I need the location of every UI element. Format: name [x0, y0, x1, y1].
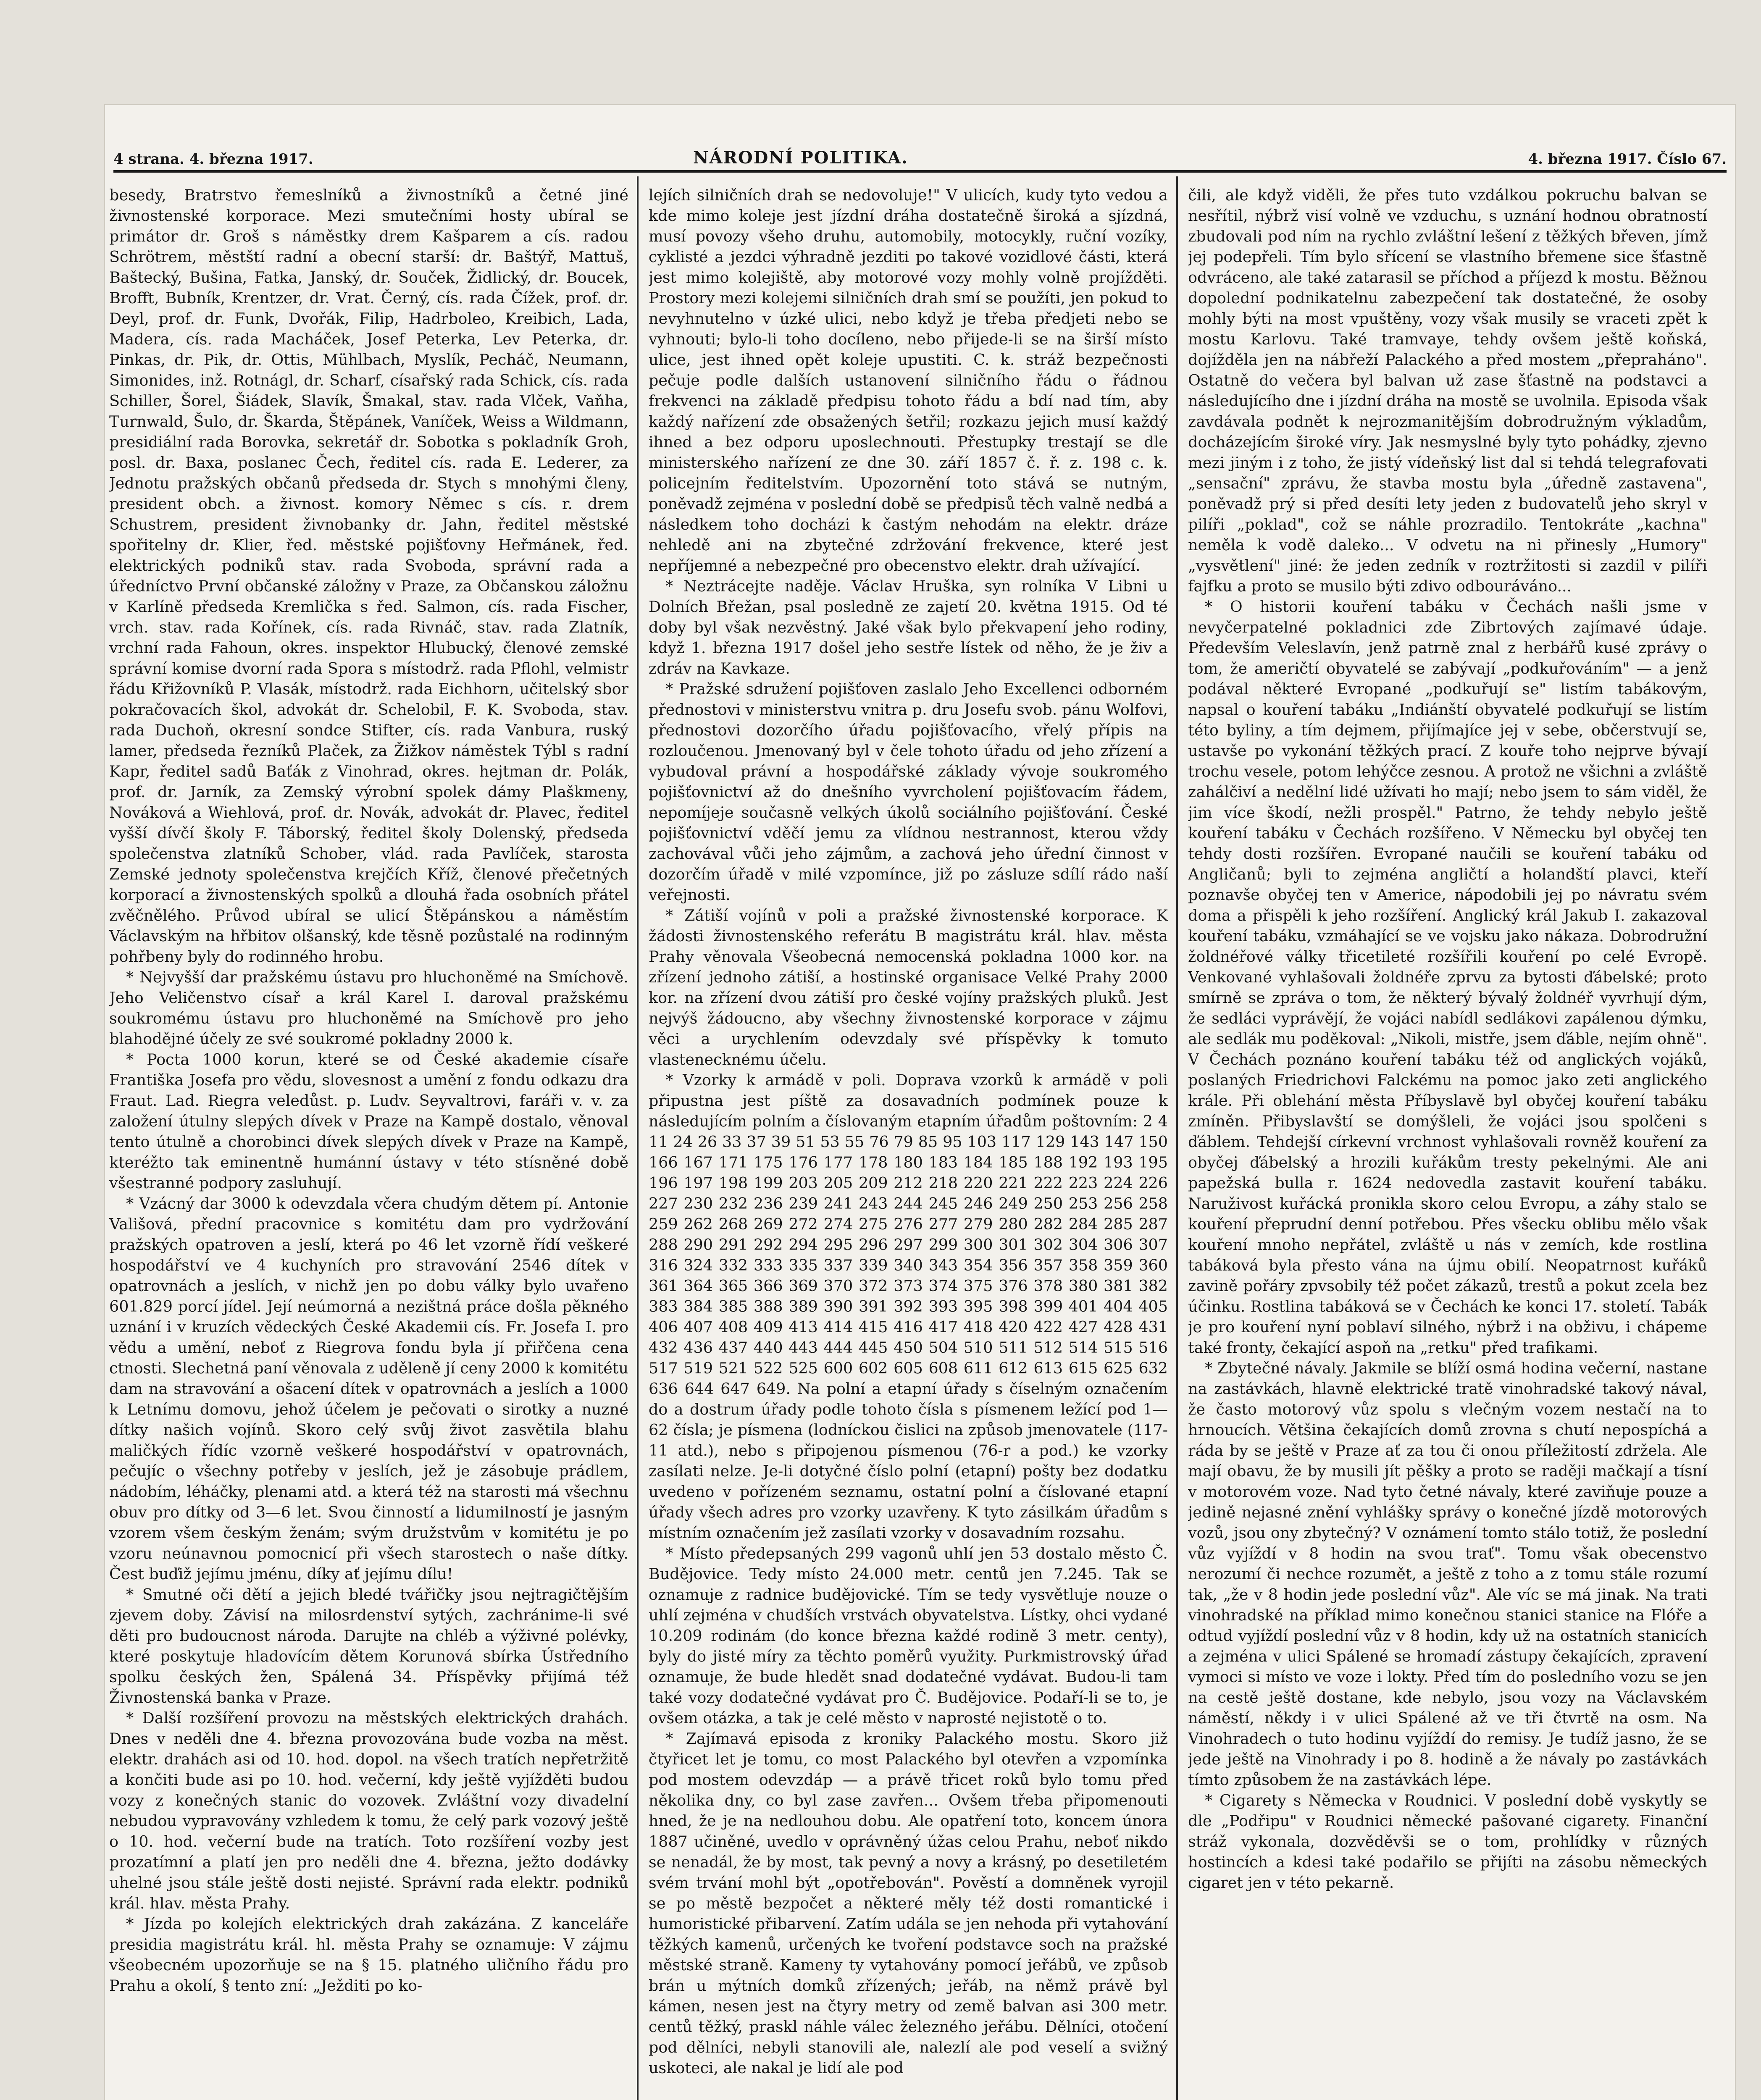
article-text: * Místo předepsaných 299 vagonů uhlí jen 53 dostalo město Č. Budějovice. Tedy místo 24.000 metr. centů jen 7.245. Tak se oznamuje z radnice budějovické. Tím se tedy vysvětluje nouze o uhlí zejména v chudších vrstvách obyvatelstva. Lístky, ohci vydané 10.209 rodinám (do konce března každé rodině 3 metr. centy), byly do jisté míry za těchto poměrů využity. Purkmistrovský úřad oznamuje, že bude hledět snad dodatečné vydávat. Budou-li tam také vozy dodatečné vydávat pro Č. Budějovice. Podaří-li se to, je ovšem otázka, a tak je celé město v naprosté nejistotě o to.	[649, 1544, 1168, 1727]
article-text: * Smutné oči dětí a jejich bledé tvářičky jsou nejtragičtějším zjevem doby. Závisí na milosrdenství sytých, zachránime-li své děti pro budoucnost národa. Darujte na chléb a výživné polévky, které poskytuje hladovícím dětem Korunová sbírka Ústředního spolku českých žen, Spálená 34. Příspěvky přijímá též Živnostenská banka v Praze.	[109, 1586, 628, 1706]
header-masthead: NÁRODNÍ POLITIKA.	[693, 148, 908, 168]
article-text: * Nejvyšší dar pražskému ústavu pro hluchoněmé na Smíchově. Jeho Veličenstvo císař a král Karel I. daroval pražskému soukromému ústavu pro hluchoněmé na Smíchově pro jeho blahodějné účely ze své soukromé pokladny 2000 k.	[109, 968, 628, 1048]
article-text: * Zbytečné návaly. Jakmile se blíží osmá hodina večerní, nastane na zastávkách, hlavně elektrické tratě vinohradské takový nával, že často motorový vůz spolu s vlečným vozem nestačí na to hrnoucích. Většina čekajících domů zrovna s chutí nepospíchá a ráda by se ještě v Praze ať za tou či onou příležitostí zdržela. Ale mají obavu, že by musili jít pěšky a proto se raději mačkají a tísní v motorovém voze. Nad tyto četné návaly, které zaviňuje pouze a jedině nejasné znění vyhlášky správy o konečné jízdě motorových vozů, jsou ony zbytečný? V oznámení tomto stálo totiž, že poslední vůz vyjíždí v 8 hodin na svou trať". Tomu však obecenstvo nerozumí či nechce rozumět, a ještě z toho a z tomu stále rozumí tak, „že v 8 hodin jede poslední vůz". Ale víc se má jinak. Na trati vinohradské na příklad mimo konečnou stanici stanice na Flóře a odtud vyjíždí poslední vůz v 8 hodin, kdy už na ostatních stanicích a zejména v ulici Spálené se hromadí zástupy čekajících, zpravení vymoci si místo ve voze i lokty. Před tím do posledního vozu se jen na cestě ještě dostane, kde nebylo, jsou vozy na Václavském náměstí, někdy i v ulici Spálené až ve tři čtvrtě na osm. Na Vinohradech o tuto hodinu vyjíždí do remisy. Je tudíž jasno, že se jede ještě na Vinohrady i po 8. hodině a že návaly po zastávkách tímto způsobem že na zastávkách lépe.	[1188, 1359, 1707, 1789]
article-text: * Cigarety s Německa v Roudnici. V poslední době vyskytly se dle „Podřipu" v Roudnici německé pašované cigarety. Finanční stráž vykonala, dozvěděvši se o tom, prohlídky v různých hostincích a kdesi také podařilo se přijíti na zásobu německých cigaret jen v této pekarně.	[1188, 1791, 1707, 1892]
article-text: besedy, Bratrstvo řemeslníků a živnostníků a četné jiné živnostenské korporace. Mezi smutečními hosty ubíral se primátor dr. Groš s náměstky drem Kašparem a cís. radou Schrötrem, městští radní a obecní starší: dr. Baštýř, Mattuš, Baštecký, Bušina, Fatka, Janský, dr. Souček, Židlický, dr. Boucek, Brofft, Bubník, Krentzer, dr. Vrat. Černý, cís. rada Čížek, prof. dr. Deyl, prof. dr. Funk, Dvořák, Filip, Hadrboleo, Kreibich, Lada, Madera, cís. rada Macháček, Josef Peterka, Lev Peterka, dr. Pinkas, dr. Pik, dr. Ottis, Mühlbach, Myslík, Pecháč, Neumann, Simonides, inž. Rotnágl, dr. Scharf, císařský rada Schick, cís. rada Schiller, Šorel, Šiádek, Slavík, Šmakal, stav. rada Vlček, Vaňha, Turnwald, Šulo, dr. Škarda, Štěpánek, Vaníček, Weiss a Wildmann, presidiální rada Borovka, sekretář dr. Sobotka s pokladník Groh, posl. dr. Baxa, poslanec Čech, ředitel cís. rada E. Lederer, za Jednotu pražských občanů předseda dr. Stych s mnohými členy, president obch. a živnost. komory Němec s cís. r. drem Schustrem, president živnobanky dr. Jahn, ředitel městské spořitelny dr. Klier, řed. městské pojišťovny Heřmánek, řed. elektrických podniků stav. rada Svoboda, správní rada a úředníctvo První občanské záložny v Praze, za Občanskou záložnu v Karlíně předseda Kremlička s řed. Salmon, cís. rada Fischer, vrch. stav. rada Kořínek, cís. rada Rivnáč, stav. rada Zlatník, vrchní rada Fahoun, okres. inspektor Hlubucký, členové zemské správní komise dvorní rada Spora s místodrž. rada Pflohl, velmistr řádu Křižovníků P. Vlasák, místodrž. rada Eichhorn, učitelský sbor pokračovacích škol, advokát dr. Schelobil, F. K. Svoboda, stav. rada Duchoň, okresní sondce Stifter, cís. rada Vanbura, ruský lamer, předseda řezníků Plaček, za Žižkov náměstek Týbl s radní Kapr, ředitel sadů Baťák z Vinohrad, okres. hejtman dr. Polák, prof. dr. Jarník, za Zemský výrobní spolek dámy Plaškmeny, Nováková a Wiehlová, prof. dr. Novák, advokát dr. Plavec, ředitel vyšší dívčí školy F. Táborský, ředitel školy Dolenský, předseda společenstva zlatníků Schober, vlád. rada Pavlíček, starosta Zemské jednoty společenstva krejčích Kříž, členové přečetných korporací a živnostenských spolků a dlouhá řada osobních přátel zvěčnělého. Průvod ubíral se ulicí Štěpánskou a náměstím Václavským na hřbitov olšanský, kde těsně pozůstalé na rodinným pohřbeny byly do rodinného hrobu.	[109, 186, 628, 966]
column-right	[1188, 185, 1707, 2100]
article-text: * Pražské sdružení pojišťoven zaslalo Jeho Excellenci odborném přednostovi v ministerstvu vnitra p. dru Josefu svob. pánu Wolfovi, přednostovi dozorčího úřadu pojišťovacího, vřelý přípis na rozloučenou. Jmenovaný byl v čele tohoto úřadu od jeho zřízení a vybudoval právní a hospodářské základy vývoje soukromého pojišťovnictví až do dnešního vyvrcholení pojišťovacím řádem, nepomíjeje současně velkých úkolů sociálního pojišťování. České pojišťovnictví vděčí jemu za vlídnou nestrannost, kterou vždy zachovával vůči jeho zájmům, a zachová jeho úřední činnost v dozorčím úřadě v milé vzpomínce, již po zásluze sdílí rádo naší veřejnosti.	[649, 680, 1168, 904]
column-rule	[637, 176, 639, 2100]
article-text: * Neztrácejte naděje. Václav Hruška, syn rolníka V Libni u Dolních Břežan, psal posledně ze zajetí 20. května 1915. Od té doby byl však nezvěstný. Jaké však bylo překvapení jeho rodiny, když 1. března 1917 došel jeho sestře lístek od něho, že je živ a zdráv na Kavkaze.	[649, 577, 1168, 677]
page-header	[113, 145, 1727, 173]
article-text: čili, ale když viděli, že přes tuto vzdálkou pokruchu balvan se nesřítil, nýbrž visí volně ve vzduchu, s uznání hodnou obratností zbudovali pod ním na rychlo zvláštní lešení z těžkých břeven, jímž jej podepřeli. Tím bylo sřícení se vlastního břemene sice šťastně odvráceno, ale také zatarasil se příchod a příjezd k mostu. Běžnou dopolední podnikatelnu zabezpečení tak dostatečné, že osoby mohly býti na most vpuštěny, vozy však musily se vraceti zpět k mostu Karlovu. Také tramvaye, tehdy ovšem ještě koňská, dojížděla jen na nábřeží Palackého a před mostem „přepraháno". Ostatně do večera byl balvan už zase šťastně na podstavci a následujícího dne i jízdní dráha na mostě se uvolnila. Episoda však zavdávala podnět k nejrozmanitějším dobrodružným výkladům, docházejícím široké víry. Jak nesmyslné byly tyto pohádky, zjevno mezi jiným i z toho, že jistý vídeňský list dal si tehdá telegrafovati „sensační" zprávu, že stavba mostu byla „úředně zastavena", poněvadž prý si před desíti lety jeden z budovatelů jeho skryl v pilíři „poklad", což se náhle prozradilo. Tentokráte „kachna" neměla k vodě daleko... V odvetu na ni přinesly „Humory" „vysvětlení" jiné: že jeden zedník v roztržitosti si zazdil v pilíři fajfku a proto se musilo býti zdivo odbouráváno...	[1188, 186, 1707, 595]
newspaper-page	[105, 105, 1735, 2100]
article-text: * Vzácný dar 3000 k odevzdala včera chudým dětem pí. Antonie Vališová, přední pracovnice s komitétu dam pro vydržování pražských opatroven a jeslí, která po 46 let vzorně řídí veškeré hospodářství ve 4 kuchyních pro stravování 2546 dítek v opatrovnách a jeslích, v nichž jen po dobu války bylo uvařeno 601.829 porcí jídel. Její neúmorná a nezištná práce došla pěkného uznání i v kruzích vědeckých České Akademii cís. Fr. Josefa I. pro vědu a umění, neboť z Riegrova fondu byla jí přiřčena cena ctnosti. Slechetná paní věnovala z uděleně jí ceny 2000 k komitétu dam na stravování a ošacení dítek v opatrovnách a jeslích a 1000 k Letnímu domovu, jehož účelem je pečovati o sirotky a nuzné dítky našich vojínů. Skoro celý svůj život zasvětila blahu maličkých řídíc vzorně veškeré hospodářství v opatrovnách, pečujíc o všechny potřeby v jeslích, jež je zásobuje prádlem, nádobím, léháčky, plenami atd. a která též na starosti má všechnu obuv pro dítky od 3—6 let. Svou činností a lidumilností je jasným vzorem všem českým ženám; svým družstvům v komitétu je po vzoru neúnavnou pomocnicí při všech starostech o naše dítky. Čest buďiž jejímu jménu, díky ať jejímu dílu!	[109, 1194, 628, 1583]
column-rule	[1176, 176, 1178, 2100]
header-issue: 4. března 1917. Číslo 67.	[1528, 151, 1727, 168]
header-page-date: 4 strana. 4. března 1917.	[113, 151, 313, 168]
article-text: * Další rozšíření provozu na městských elektrických drahách. Dnes v neděli dne 4. března provozována bude vozba na měst. elektr. drahách asi od 10. hod. dopol. na všech tratích nepřetržitě a končiti bude asi po 10. hod. večerní, kdy ještě vyjížděti budou vozy z konečných stanic do vozovek. Zvláštní vozy divadelní nebudou vypravovány vzhledem k tomu, že celý park vozový ještě o 10. hod. večerní bude na tratích. Toto rozšíření vozby jest prozatímní a platí jen pro neděli dne 4. března, ježto dodávky uhelné jsou stále ještě dosti nejisté. Správní rada elektr. podniků král. hlav. města Prahy.	[109, 1709, 628, 1912]
column-middle	[649, 185, 1168, 2100]
article-text: * Zátiší vojínů v poli a pražské živnostenské korporace. K žádosti živnostenského referátu B magistrátu král. hlav. města Prahy věnovala Všeobecná nemocenská pokladna 1000 kor. na zřízení jednoho zátiší, a hostinské organisace Velké Prahy 2000 kor. na zřízení dvou zátiší pro české vojíny pražských pluků. Jest nejvýš žádoucno, aby všechny živnostenské korporace v zájmu věci a urychlením odevzdaly své příspěvky k tomuto vlastenecknému účelu.	[649, 906, 1168, 1068]
column-left	[109, 185, 628, 2100]
article-text: lejích silničních drah se nedovoluje!" V ulicích, kudy tyto vedou a kde mimo koleje jest jízdní dráha dostatečně široká a sjízdná, musí povozy všeho druhu, automobily, motocykly, ruční vozíky, cyklisté a jezdci výhradně jezditi po takové vozidlové části, která jest mimo kolejiště, aby motorové vozy mohly volně projížděti. Prostory mezi kolejemi silničních drah smí se použíti, jen pokud to nevyhnutelno v úzké ulici, nebo když je třeba předjeti nebo se vyhnouti; bylo-li toho docíleno, nebo přijede-li se na širší místo ulice, jest ihned opět koleje upustiti. C. k. stráž bezpečnosti pečuje podle dalších ustanovení silničního řádu o řádnou frekvenci na základě předpisu tohoto řádu a bdí nad tím, aby každý nařízení zde obsažených šetřil; rozkazu jejich musí každý ihned a bez odporu uposlechnouti. Přestupky trestají se dle ministerského nařízení ze dne 30. září 1857 č. ř. z. 198 c. k. policejním ředitelstvím. Upozornění toto stává se nutným, poněvadž zejména v poslední době se předpisů těch valně nedbá a následkem toho docházi k častým nehodám na elektr. dráze nehledě ani na zbytečné zdržování frekvence, které jest nepříjemné a nebezpečné pro obecenstvo elektr. drah užívající.	[649, 186, 1168, 575]
article-text: * Jízda po kolejích elektrických drah zakázána. Z kanceláře presidia magistrátu král. hl. města Prahy se oznamuje: V zájmu všeobecném upozorňuje se na § 15. platného uličního řádu pro Prahu a okolí, § tento zní: „Ježditi po ko-	[109, 1915, 628, 1995]
article-text: * Zajímavá episoda z kroniky Palackého mostu. Skoro již čtyřicet let je tomu, co most Palackého byl otevřen a vzpomínka pod mostem odevzdáp — a právě třicet roků bylo tomu před několika dny, co byl zase zavřen... Ovšem třeba připomenouti hned, že je na nedlouhou dobu. Ale opatření toto, koncem února 1887 učiněné, uvedlo v oprávněný úžas celou Prahu, neboť nikdo se nenadál, že by most, tak pevný a novy a krásný, po desetiletém svém trvání mohl být „opotřebován". Pověstí a domněnek vyrojil se po městě bezpočet a některé měly též dosti romantické i humoristické přibarvení. Zatím udála se jen nehoda při vytahování těžkých kamenů, určených ke tvoření podstavce soch na pražské městské straně. Kameny ty vytahovány pomocí jeřábů, ve způsob brán u mýtních domků zřízených; jeřáb, na němž právě byl kámen, nesen jest na čtyry metry od země balvan asi 300 metr. centů těžký, praskl náhle válec železného jeřábu. Dělníci, otočení pod dělníci, nebyli stanovili ale, nalezlí ale pod veselí a svižný uskoteci, ale nakal je lidí ale pod	[649, 1730, 1168, 2077]
article-text: * O historii kouření tabáku v Čechách našli jsme v nevyčerpatelné pokladnici zde Zibrtových zajímavé údaje. Především Veleslavín, jenž patrně znal z herbářů kusé zprávy o tom, že američtí obyvatelé se zabývají „podkuřováním" — a jenž podával některé Evropané „podkuřují se" listím tabákovým, napsal o kouření tabáku „Indiánští obyvatelé podkuřují se listím této byliny, a tím dejmem, přijímajíce jej v sebe, občerstvují se, ustavše po vykonání těžkých prací. Z kouře toho nejprve bývají trochu vesele, potom lehýčce zesnou. A protož ne všichni a zvláště zahálčiví a nedělní lidé užívati ho mají; nebo jsem to sám viděl, že jim více škodí, nežli prospěl." Patrno, že tehdy nebylo ještě kouření tabáku v Čechách rozšířeno. V Německu byl obyčej ten tehdy dosti rozšířen. Evropané naučili se kouření tabáku od Angličanů; byli to zejména angličtí a holandští plavci, kteří poznavše obyčej ten v Americe, nápodobili jej po návratu svém doma a přispěli k jeho rozšíření. Anglický král Jakub I. zakazoval kouření tabáku, vzmáhající se ve vojsku jako nákaza. Dobrodružní žoldnéřové války třicetileté rozšířili kouření po celé Evropě. Venkované vyhlašovali žoldnéře zprvu za bytosti ďábelské; proto smírně se zpráva o tom, že některý bývalý žoldnéř vyvrhují dým, že sedláci vyprávějí, že vojáci nabídl sedlákovi zapálenou dýmku, ale sedlák mu poděkoval: „Nikoli, mistře, jsem ďáble, nejím ohně". V Čechách poznáno kouření tabáku též od anglických vojáků, poslaných Friedrichovi Falckému na pomoc jako zeti anglického krále. Při oblehání města Příbyslavě byl obyčej kouření tabáku zmíněn. Přibyslavští se domýšleli, že vojáci jsou spolčeni s ďáblem. Tehdejší církevní vrchnost vyhlašovali rovněž kouření za obyčej ďábelský a hrozili kuřákům tresty pekelnými. Ale ani papežská bulla r. 1624 nedovedla zastavit kouření tabáku. Naruživost kuřácká pronikla skoro celou Evropu, a záhy stalo se kouření přeprudní denní potřebou. Přes všecku oblibu mělo však kouření mnoho nepřátel, zvláště u nás v zemích, kde rostlina tabáková byla přesto vána na újmu obilí. Neopatrnost kuřáků zavině pořáry zpvsobily též počet zákazů, trestů a pokut zcela bez účinku. Rostlina tabáková se v Čechách ke konci 17. století. Tabák je pro kouření nyní poblaví silného, nýbrž i na obživu, i chápeme také fronty, čekající aspoň na „retku" před trafikami.	[1188, 598, 1707, 1357]
article-text: * Vzorky k armádě v poli. Doprava vzorků k armádě v poli připustna jest píště za dosavadních podmínek pouze k následujícím polním a číslovaným etapním úřadům poštovním: 2 4 11 24 26 33 37 39 51 53 55 76 79 85 95 103 117 129 143 147 150 166 167 171 175 176 177 178 180 183 184 185 188 192 193 195 196 197 198 199 203 205 209 212 218 220 221 222 223 224 226 227 230 232 236 239 241 243 244 245 246 249 250 253 256 258 259 262 268 269 272 274 275 276 277 279 280 282 284 285 287 288 290 291 292 294 295 296 297 299 300 301 302 304 306 307 316 324 332 333 335 337 339 340 343 354 356 357 358 359 360 361 364 365 366 369 370 372 373 374 375 376 378 380 381 382 383 384 385 388 389 390 391 392 393 395 398 399 401 404 405 406 407 408 409 413 414 415 416 417 418 420 422 427 428 431 432 436 437 440 443 444 445 450 504 510 511 512 514 515 516 517 519 521 522 525 600 602 605 608 611 612 613 615 625 632 636 644 647 649. Na polní a etapní úřady s číselným označením do a dostrum úřady podle tohoto čísla s písmenem ležící pod 1—62 čísla; je písmena (lodníckou čislici na způsob jmenovatele (117-11 atd.), nebo s připojenou písmenou (76-r a pod.) ke vzorky zasílati nelze. Je-li dotyčné číslo polní (etapní) pošty bez dodatku uvedeno v pořízeném seznamu, ostatní polní a číslované etapní úřady všech adres pro vzorky uzavřeny. K tyto zásilkám úřadům s místním označením jež zasílati vzorky v dosavadním rozsahu.	[649, 1071, 1168, 1542]
article-text: * Pocta 1000 korun, které se od České akademie císaře Františka Josefa pro vědu, slovesnost a umění z fondu odkazu dra Fraut. Lad. Riegra veledůst. p. Ludv. Seyvaltrovi, faráři v. v. za založení útulny slepých dívek v Praze na Kampě dostalo, věnoval tento útulně a chorobinci dívek slepých dívek v Praze na Kampě, kteréžto tak eminentně humánní ústavy v této stísněné době všestranné podpory zasluhují.	[109, 1050, 628, 1192]
